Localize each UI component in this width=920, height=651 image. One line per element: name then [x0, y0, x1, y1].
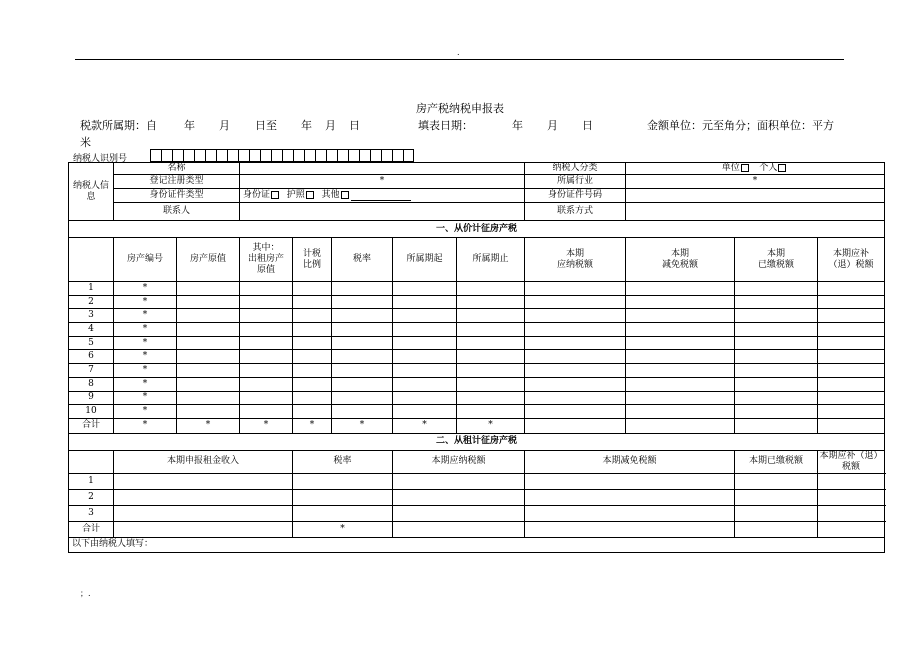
id-digit-box[interactable]	[392, 149, 403, 162]
period-month-2: 月	[325, 119, 336, 132]
unit-label: 金额单位：元至角分；面积单位：平方	[647, 119, 834, 132]
table-cell[interactable]	[525, 295, 626, 309]
table-cell[interactable]	[525, 377, 626, 391]
id-digit-box[interactable]	[293, 149, 304, 162]
id-digit-box[interactable]	[205, 149, 216, 162]
table-cell[interactable]	[626, 350, 735, 364]
row-star: *	[114, 391, 177, 405]
table-cell[interactable]	[735, 505, 818, 521]
table-cell[interactable]	[735, 473, 818, 489]
table-cell[interactable]	[818, 505, 885, 521]
id-digit-box[interactable]	[216, 149, 227, 162]
fill-day: 日	[582, 119, 593, 132]
s2-total-cell[interactable]	[818, 521, 885, 537]
table-cell[interactable]	[457, 309, 525, 323]
id-opt-passport: 护照	[286, 190, 305, 200]
table-cell[interactable]	[332, 391, 393, 405]
id-digit-box[interactable]	[370, 149, 381, 162]
table-cell[interactable]	[177, 282, 240, 296]
table-cell[interactable]	[240, 336, 293, 350]
table-cell[interactable]	[525, 405, 626, 419]
period-month: 月	[219, 119, 230, 132]
table-cell[interactable]	[177, 405, 240, 419]
taxpayer-id-boxes[interactable]	[150, 149, 414, 162]
table-cell[interactable]	[393, 489, 525, 505]
s1-header: 房产编号	[114, 238, 177, 282]
s2-total-label: 合计	[69, 521, 114, 537]
table-cell[interactable]	[626, 364, 735, 378]
row-star: *	[114, 323, 177, 337]
table-cell[interactable]	[240, 377, 293, 391]
table-cell[interactable]	[818, 489, 885, 505]
table-cell[interactable]	[177, 377, 240, 391]
footer-text: 以下由纳税人填写：	[69, 537, 885, 552]
contact-person-label: 联系人	[114, 203, 240, 221]
row-number: 10	[69, 405, 114, 419]
row-number: 9	[69, 391, 114, 405]
s2-header: 本期减免税额	[525, 450, 735, 473]
reg-type-field[interactable]: *	[240, 175, 525, 189]
checkbox-icon[interactable]	[778, 164, 786, 172]
table-cell[interactable]	[626, 309, 735, 323]
s1-header: 税率	[332, 238, 393, 282]
s2-header-blank	[69, 450, 114, 473]
table-cell[interactable]	[393, 350, 457, 364]
id-digit-box[interactable]	[271, 149, 282, 162]
table-cell[interactable]	[240, 295, 293, 309]
id-digit-box[interactable]	[227, 149, 238, 162]
table-cell[interactable]	[457, 364, 525, 378]
table-row	[69, 377, 885, 391]
table-cell[interactable]	[332, 282, 393, 296]
period-day-to: 日至	[255, 119, 277, 132]
table-row	[69, 336, 885, 350]
table-cell[interactable]	[735, 489, 818, 505]
row-number: 4	[69, 323, 114, 337]
id-digit-box[interactable]	[183, 149, 194, 162]
table-cell[interactable]	[735, 350, 818, 364]
table-cell[interactable]	[818, 377, 885, 391]
industry-field[interactable]: *	[626, 175, 885, 189]
unit-label-continued: 米	[80, 136, 91, 149]
id-digit-box[interactable]	[381, 149, 392, 162]
section1-title: 一、从价计征房产税	[69, 221, 885, 238]
table-cell[interactable]	[332, 405, 393, 419]
table-cell[interactable]	[293, 350, 332, 364]
s1-total-cell: *	[177, 418, 240, 433]
table-cell[interactable]	[114, 489, 293, 505]
table-cell[interactable]	[735, 309, 818, 323]
table-cell[interactable]	[240, 350, 293, 364]
id-number-label: 身份证件号码	[525, 189, 626, 203]
table-cell[interactable]	[332, 377, 393, 391]
section1-rows	[69, 282, 885, 419]
table-cell[interactable]	[293, 364, 332, 378]
table-cell[interactable]	[735, 282, 818, 296]
table-cell[interactable]	[293, 391, 332, 405]
id-digit-box[interactable]	[304, 149, 315, 162]
contact-method-label: 联系方式	[525, 203, 626, 221]
id-digit-box[interactable]	[260, 149, 271, 162]
table-cell[interactable]	[818, 309, 885, 323]
table-cell[interactable]	[293, 377, 332, 391]
table-cell[interactable]	[818, 282, 885, 296]
table-cell[interactable]	[735, 323, 818, 337]
table-cell[interactable]	[393, 405, 457, 419]
table-cell[interactable]	[457, 323, 525, 337]
s1-header: 房产原值	[177, 238, 240, 282]
s1-total-cell: *	[393, 418, 457, 433]
table-cell[interactable]	[393, 336, 457, 350]
table-cell[interactable]	[332, 350, 393, 364]
table-row	[69, 391, 885, 405]
table-cell[interactable]	[457, 377, 525, 391]
row-number: 2	[69, 489, 114, 505]
table-row	[69, 309, 885, 323]
table-cell[interactable]	[735, 377, 818, 391]
table-cell[interactable]	[177, 295, 240, 309]
table-cell[interactable]	[332, 336, 393, 350]
table-cell[interactable]	[293, 309, 332, 323]
reg-type-label: 登记注册类型	[114, 175, 240, 189]
table-cell[interactable]	[293, 473, 393, 489]
table-cell[interactable]	[457, 282, 525, 296]
table-cell[interactable]	[818, 336, 885, 350]
row-number: 3	[69, 505, 114, 521]
id-digit-box[interactable]	[194, 149, 205, 162]
table-cell[interactable]	[525, 473, 735, 489]
table-row	[69, 323, 885, 337]
s1-total-cell: *	[332, 418, 393, 433]
table-cell[interactable]	[457, 350, 525, 364]
table-cell[interactable]	[735, 364, 818, 378]
name-label: 名称	[114, 163, 240, 175]
s1-header: 本期 已缴税额	[735, 238, 818, 282]
row-number: 1	[69, 473, 114, 489]
s1-header: 本期 应纳税额	[525, 238, 626, 282]
id-digit-box[interactable]	[403, 149, 414, 162]
id-digit-box[interactable]	[326, 149, 337, 162]
table-row	[69, 489, 885, 505]
table-cell[interactable]	[240, 405, 293, 419]
id-opt-idcard: 身份证	[243, 190, 271, 200]
row-number: 1	[69, 282, 114, 296]
table-row	[69, 405, 885, 419]
row-number: 8	[69, 377, 114, 391]
table-cell[interactable]	[293, 282, 332, 296]
table-cell[interactable]	[393, 473, 525, 489]
period-year-2: 年	[301, 119, 312, 132]
row-number: 6	[69, 350, 114, 364]
table-cell[interactable]	[457, 391, 525, 405]
header-rule	[75, 59, 844, 60]
id-number-field[interactable]	[626, 189, 885, 203]
table-cell[interactable]	[735, 405, 818, 419]
table-cell[interactable]	[293, 405, 332, 419]
id-digit-box[interactable]	[172, 149, 183, 162]
period-label: 税款所属期：自	[80, 119, 157, 132]
table-cell[interactable]	[240, 364, 293, 378]
table-cell[interactable]	[525, 309, 626, 323]
page-mark: ；.	[80, 589, 91, 598]
row-star: *	[114, 405, 177, 419]
s1-header: 本期 减免税额	[626, 238, 735, 282]
id-digit-box[interactable]	[315, 149, 326, 162]
s2-total-cell[interactable]	[525, 521, 735, 537]
fill-date-label: 填表日期：	[418, 119, 473, 132]
row-star: *	[114, 377, 177, 391]
category-field[interactable]	[626, 163, 885, 175]
table-cell[interactable]	[293, 336, 332, 350]
table-cell[interactable]	[626, 391, 735, 405]
table-cell[interactable]	[525, 505, 735, 521]
other-underline[interactable]	[351, 192, 411, 201]
table-cell[interactable]	[525, 489, 735, 505]
s1-header: 本期应补 （退）税额	[818, 238, 885, 282]
period-day-2: 日	[349, 119, 360, 132]
table-row	[69, 282, 885, 296]
table-cell[interactable]	[114, 505, 293, 521]
table-row	[69, 350, 885, 364]
s2-header: 税率	[293, 450, 393, 473]
row-star: *	[114, 336, 177, 350]
contact-method-field[interactable]	[626, 203, 885, 221]
fill-month: 月	[547, 119, 558, 132]
table-cell[interactable]	[818, 323, 885, 337]
table-cell[interactable]	[626, 405, 735, 419]
tax-return-table	[68, 162, 885, 553]
table-cell[interactable]	[114, 473, 293, 489]
table-cell[interactable]	[293, 505, 393, 521]
s1-total-cell: *	[240, 418, 293, 433]
table-cell[interactable]	[626, 282, 735, 296]
table-cell[interactable]	[240, 323, 293, 337]
s1-header-blank	[69, 238, 114, 282]
row-star: *	[114, 364, 177, 378]
table-cell[interactable]	[818, 350, 885, 364]
section2-rows	[69, 473, 885, 521]
table-cell[interactable]	[332, 295, 393, 309]
name-field[interactable]	[240, 163, 525, 175]
table-cell[interactable]	[457, 295, 525, 309]
table-cell[interactable]	[818, 473, 885, 489]
period-year: 年	[184, 119, 195, 132]
id-digit-box[interactable]	[249, 149, 260, 162]
table-cell[interactable]	[293, 489, 393, 505]
table-cell[interactable]	[818, 295, 885, 309]
table-row	[69, 505, 885, 521]
table-cell[interactable]	[457, 336, 525, 350]
table-cell[interactable]	[332, 323, 393, 337]
table-cell[interactable]	[177, 364, 240, 378]
table-cell[interactable]	[735, 391, 818, 405]
table-cell[interactable]	[818, 364, 885, 378]
table-cell[interactable]	[525, 336, 626, 350]
table-cell[interactable]	[626, 336, 735, 350]
row-number: 3	[69, 309, 114, 323]
table-cell[interactable]	[393, 282, 457, 296]
s1-header: 所属期起	[393, 238, 457, 282]
s1-total-cell[interactable]	[626, 418, 735, 433]
table-cell[interactable]	[393, 309, 457, 323]
row-star: *	[114, 295, 177, 309]
s2-total-cell: *	[293, 521, 393, 537]
table-cell[interactable]	[177, 350, 240, 364]
contact-person-field[interactable]	[240, 203, 525, 221]
id-type-label: 身份证件类型	[114, 189, 240, 203]
table-cell[interactable]	[177, 309, 240, 323]
table-cell[interactable]	[293, 323, 332, 337]
id-digit-box[interactable]	[150, 149, 161, 162]
id-type-field[interactable]	[240, 189, 525, 203]
table-cell[interactable]	[293, 295, 332, 309]
row-number: 5	[69, 336, 114, 350]
table-cell[interactable]	[457, 405, 525, 419]
industry-label: 所属行业	[525, 175, 626, 189]
id-digit-box[interactable]	[359, 149, 370, 162]
s1-header: 计税 比例	[293, 238, 332, 282]
table-cell[interactable]	[735, 295, 818, 309]
row-star: *	[114, 282, 177, 296]
table-cell[interactable]	[240, 309, 293, 323]
table-cell[interactable]	[525, 350, 626, 364]
s1-total-cell: *	[114, 418, 177, 433]
row-number: 2	[69, 295, 114, 309]
s2-total-cell[interactable]	[393, 521, 525, 537]
table-cell[interactable]	[626, 323, 735, 337]
table-cell[interactable]	[332, 309, 393, 323]
table-cell[interactable]	[626, 377, 735, 391]
table-cell[interactable]	[393, 295, 457, 309]
row-number: 7	[69, 364, 114, 378]
fill-year: 年	[512, 119, 523, 132]
table-cell[interactable]	[525, 391, 626, 405]
checkbox-icon[interactable]	[741, 164, 749, 172]
id-digit-box[interactable]	[337, 149, 348, 162]
table-cell[interactable]	[735, 336, 818, 350]
table-cell[interactable]	[818, 405, 885, 419]
table-row	[69, 295, 885, 309]
form-title: 房产税纳税申报表	[416, 102, 504, 115]
table-row	[69, 473, 885, 489]
table-cell[interactable]	[393, 391, 457, 405]
category-label: 纳税人分类	[525, 163, 626, 175]
s1-total-cell: *	[457, 418, 525, 433]
id-digit-box[interactable]	[238, 149, 249, 162]
taxpayer-id-label: 纳税人识别号	[73, 154, 128, 164]
table-cell[interactable]	[525, 282, 626, 296]
s1-total-cell[interactable]	[525, 418, 626, 433]
table-cell[interactable]	[240, 282, 293, 296]
section2-title: 二、从租计征房产税	[69, 433, 885, 450]
table-cell[interactable]	[525, 323, 626, 337]
s2-header: 本期申报租金收入	[114, 450, 293, 473]
table-cell[interactable]	[525, 364, 626, 378]
id-digit-box[interactable]	[282, 149, 293, 162]
table-cell[interactable]	[393, 364, 457, 378]
s1-total-label: 合计	[69, 418, 114, 433]
s1-header: 所属期止	[457, 238, 525, 282]
header-mark: .	[457, 48, 460, 57]
s2-header: 本期已缴税额	[735, 450, 818, 473]
table-cell[interactable]	[393, 505, 525, 521]
s1-total-cell[interactable]	[735, 418, 818, 433]
s2-header: 本期应纳税额	[393, 450, 525, 473]
checkbox-icon[interactable]	[271, 191, 279, 199]
s2-total-cell[interactable]	[114, 521, 293, 537]
table-cell[interactable]	[626, 295, 735, 309]
taxpayer-info-label: 纳税人信息	[69, 163, 114, 221]
s1-header: 其中： 出租房产 原值	[240, 238, 293, 282]
s2-total-cell[interactable]	[735, 521, 818, 537]
table-cell[interactable]	[177, 391, 240, 405]
checkbox-icon[interactable]	[341, 191, 349, 199]
id-digit-box[interactable]	[161, 149, 172, 162]
id-opt-other: 其他	[321, 190, 340, 200]
table-cell[interactable]	[177, 336, 240, 350]
row-star: *	[114, 309, 177, 323]
table-row	[69, 364, 885, 378]
category-opt-individual: 个人	[759, 163, 778, 173]
s2-header: 本期应补（退）税额	[818, 450, 885, 473]
row-star: *	[114, 350, 177, 364]
table-cell[interactable]	[393, 323, 457, 337]
category-opt-unit: 单位	[721, 163, 740, 173]
id-digit-box[interactable]	[348, 149, 359, 162]
checkbox-icon[interactable]	[306, 191, 314, 199]
table-cell[interactable]	[818, 391, 885, 405]
s1-total-cell: *	[293, 418, 332, 433]
s1-total-cell[interactable]	[818, 418, 885, 433]
table-cell[interactable]	[393, 377, 457, 391]
table-cell[interactable]	[332, 364, 393, 378]
table-cell[interactable]	[240, 391, 293, 405]
table-cell[interactable]	[177, 323, 240, 337]
